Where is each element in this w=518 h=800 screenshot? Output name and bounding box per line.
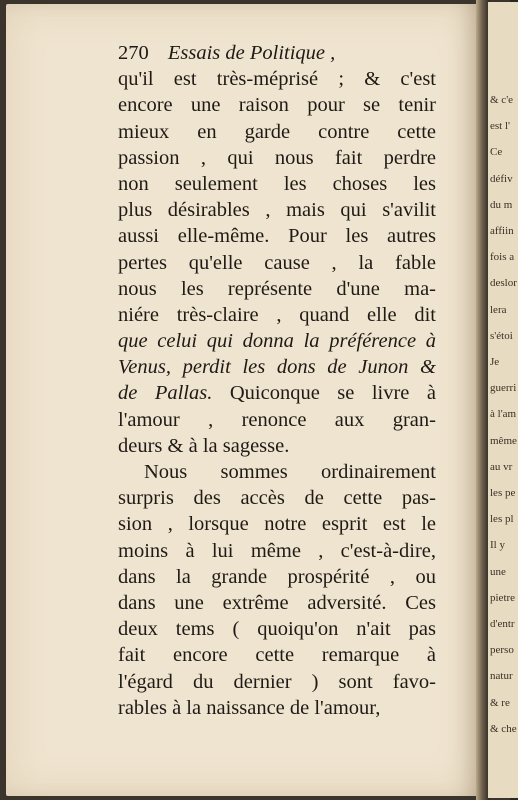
text-line: plus désirables , mais qui s'avilit (118, 199, 436, 222)
facing-page-fragment: du m (490, 198, 513, 211)
facing-page-fragment: guerri (490, 382, 517, 395)
text-line: moins à lui même , c'est-à-dire, (118, 539, 436, 562)
text-line: rables à la naissance de l'amour, (118, 696, 381, 719)
facing-page-fragment: défiv (490, 172, 513, 185)
facing-page-fragment: Ce (490, 146, 503, 159)
facing-page-fragment: les pl (490, 513, 514, 526)
text-line: deurs & à la sagesse. (118, 434, 290, 457)
text-line: dans la grande prospérité , ou (118, 565, 436, 588)
facing-page-fragment: perso (490, 644, 514, 657)
text-line: pertes qu'elle cause , la fable (118, 251, 436, 274)
text-line: passion , qui nous fait perdre (118, 146, 436, 169)
facing-page-fragment: & re (490, 696, 510, 709)
text-line: nous les représente d'une ma- (118, 277, 436, 300)
facing-page-fragment: affiin (490, 225, 514, 237)
text-line: dans une extrême adversité. Ces (118, 591, 436, 614)
text-line: Nous sommes ordinairement (144, 461, 436, 483)
page-text (118, 40, 436, 721)
text-line: deux tems ( quoiqu'on n'ait pas (118, 618, 436, 641)
facing-page-fragment: à l'am (490, 408, 517, 421)
facing-page-fragment: & che (490, 722, 517, 735)
facing-page-fragment: au vr (490, 460, 513, 473)
text-line: que celui qui donna la préférence à (118, 330, 436, 353)
text-line: Venus, perdit les dons de Junon & (118, 356, 436, 379)
running-title: Essais de Politique , (167, 42, 336, 64)
text-line (118, 380, 436, 406)
facing-page-fragment: les pe (490, 487, 516, 499)
facing-page-fragment: lera (490, 303, 507, 316)
facing-page-fragment: d'entr (490, 618, 515, 630)
facing-page-fragment: même (490, 434, 517, 447)
text-line: niére très-claire , quand elle dit (118, 303, 436, 326)
text-line: mieux en garde contre cette (118, 120, 436, 143)
facing-page-fragment: une (490, 565, 506, 578)
facing-page-fragment: est l' (490, 120, 511, 133)
facing-page-fragment: natur (490, 670, 513, 683)
text-line: qu'il est très-méprisé ; & c'est (118, 68, 436, 91)
line-text: Quiconque se livre à (212, 382, 436, 405)
facing-page-fragment: Il y (490, 539, 505, 552)
facing-page-fragment: Je (490, 356, 500, 368)
facing-page-fragment: pietre (490, 591, 516, 604)
facing-page-edge (488, 2, 518, 798)
text-line: aussi elle-même. Pour les autres (118, 225, 436, 248)
facing-page-fragment: s'étoi (490, 329, 513, 342)
page-number: 270 (118, 42, 149, 64)
italic-phrase: de Pallas. (118, 382, 213, 405)
text-line: l'amour , renonce aux gran- (118, 408, 436, 431)
running-head (118, 40, 436, 66)
text-line: sion , lorsque notre esprit est le (118, 513, 436, 536)
text-line: non seulement les choses les (118, 172, 436, 195)
text-line: surpris des accès de cette pas- (118, 487, 436, 510)
facing-page-fragment: & c'e (490, 94, 514, 106)
facing-page-fragment: fois a (490, 251, 515, 264)
text-line: fait encore cette remarque à (118, 644, 436, 667)
text-line: l'égard du dernier ) sont favo- (118, 670, 436, 693)
facing-page-fragment: deslor (490, 277, 517, 290)
text-line: encore une raison pour se tenir (118, 94, 436, 117)
